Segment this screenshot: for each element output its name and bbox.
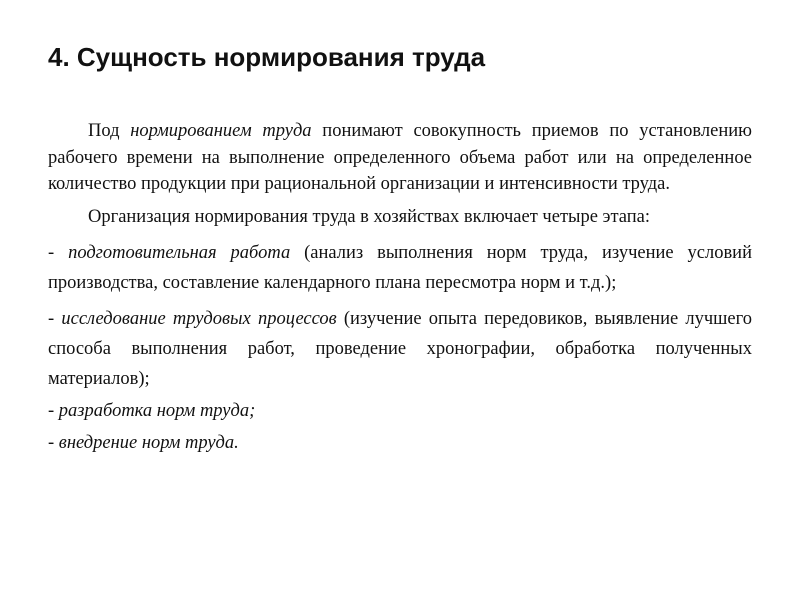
stage-dash: - [48, 433, 59, 453]
stage-item-implementation [48, 428, 752, 458]
stage-item-research [48, 304, 752, 394]
stage-item-preparation [48, 238, 752, 298]
stage-dash: - [48, 401, 59, 421]
stage-dash: - [48, 309, 62, 329]
stage-name: исследование трудовых процессов [61, 309, 337, 329]
definition-paragraph [48, 118, 752, 198]
definition-lead: Под [88, 121, 131, 141]
stage-name: разработка норм труда; [58, 401, 256, 421]
definition-term: нормированием труда [130, 121, 312, 141]
stage-name: подготовительная работа [68, 243, 291, 263]
stage-detail: (изучение опыта передовиков, выявление лучшего способа выполнения работ, проведение хронографии, обработка полученных материалов); [48, 309, 752, 389]
slide-title: 4. Сущность нормирования труда [48, 42, 486, 72]
definition-text: понимают совокупность приемов по установлению рабочего времени на выполнение определенного объема работ или на определенное количество продукции при рациональной организации и интенсивности труда. [48, 121, 752, 194]
stage-dash: - [48, 243, 69, 263]
stage-detail: (анализ выполнения норм труда, изучение условий производства, составление календарного плана пересмотра норм и т.д.); [48, 243, 752, 293]
organization-paragraph: Организация нормирования труда в хозяйствах включает четыре этапа: [88, 206, 651, 227]
slide-body [48, 118, 752, 458]
stage-item-development [48, 396, 752, 426]
stage-name: внедрение норм труда. [58, 433, 239, 453]
